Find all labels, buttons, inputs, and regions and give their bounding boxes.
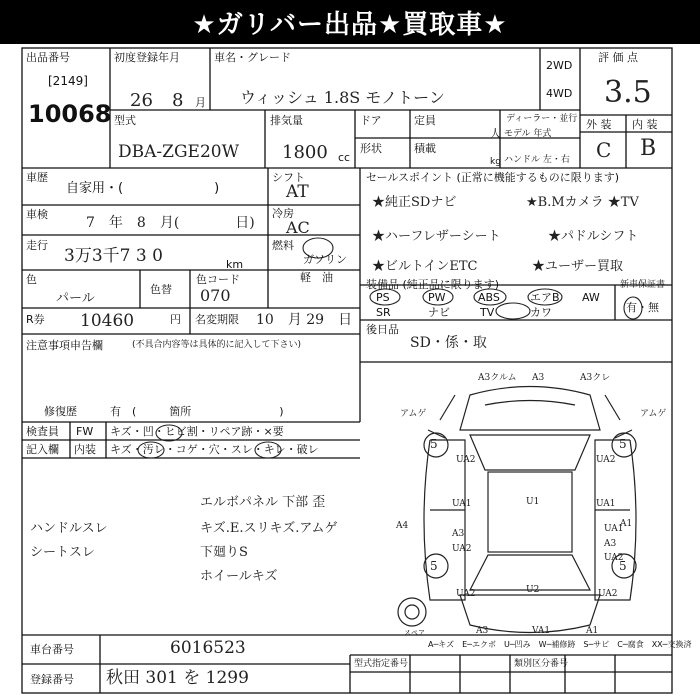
equipment-tv: TV	[480, 306, 495, 319]
class-number-label: 類別区分番号	[514, 659, 569, 669]
exterior-value: C	[596, 138, 612, 162]
equipment-sr: SR	[376, 306, 391, 319]
deadline-value: 10 月 29 日	[256, 312, 353, 328]
damage-mark: 5	[430, 559, 438, 573]
damage-mark: U1	[526, 497, 540, 507]
damage-mark: A4	[396, 521, 409, 531]
lot-number-label: 出品番号	[26, 51, 70, 64]
equipment-abs: ABS	[478, 291, 500, 304]
dealer-label: ディーラー・並行	[506, 114, 578, 124]
warranty-value: 有・無	[626, 301, 659, 314]
fuel-label: 燃料	[272, 239, 294, 252]
damage-legend: A─キズ E─エクボ U─凹み W─補修跡 S─サビ C─腐食 XX─交換済	[428, 640, 692, 649]
sales-point-item: ★パドルシフト	[548, 229, 639, 244]
remark-line: エルボパネル 下部 歪	[200, 495, 326, 510]
damage-mark: UA2	[456, 589, 476, 599]
damage-mark: A3クルム	[478, 373, 517, 383]
after-label: 後日品	[366, 323, 399, 336]
damage-mark: A1	[620, 519, 633, 529]
ac-value: AC	[286, 218, 310, 237]
shift-value: AT	[286, 182, 309, 202]
interior-value: B	[640, 136, 657, 161]
equipment-airbag: エアB	[530, 291, 560, 304]
equipment-label: 装備品 (純正品に限ります)	[366, 278, 500, 291]
damage-mark: UA2	[452, 544, 472, 554]
inspector-label: 検査員	[26, 425, 59, 438]
damage-mark: UA1	[452, 499, 472, 509]
chassis-value: 6016523	[170, 638, 246, 658]
damage-mark: UA2	[598, 589, 618, 599]
entry-label: 記入欄	[26, 443, 59, 456]
damage-mark: VA1	[532, 626, 551, 636]
color-code-value: 070	[200, 286, 231, 305]
damage-mark: A3	[532, 373, 545, 383]
equipment-ps: PS	[376, 291, 390, 304]
model-label: 型式	[114, 114, 136, 127]
score-label: 評 価 点	[598, 51, 638, 64]
fuel-light-oil: 軽 油	[300, 271, 333, 284]
fuel-gasoline: ガソリン	[303, 253, 347, 266]
warranty-label: 新車保証書	[620, 280, 666, 290]
score-value: 3.5	[604, 75, 652, 110]
type-cert-label: 型式指定番号	[354, 659, 409, 669]
exterior-label: 外 装	[586, 118, 612, 131]
capacity-label: 定員	[414, 114, 436, 127]
month-unit: 月	[195, 96, 206, 109]
sales-points-label: セールスポイント (正常に機能するものに限ります)	[366, 171, 620, 184]
repair-value: 有 ( 箇所 )	[110, 405, 284, 418]
damage-mark: UA2	[596, 455, 616, 465]
shaken-label: 車検	[26, 208, 48, 221]
plate-label: 登録番号	[30, 673, 74, 686]
use-label: 車歴	[26, 171, 48, 184]
color-label: 色	[26, 273, 37, 286]
lot-number: 10068	[28, 100, 112, 128]
damage-mark: A3	[476, 626, 489, 636]
car-name-value: ウィッシュ 1.8S モノトーン	[240, 88, 445, 107]
displacement-label: 排気量	[270, 114, 303, 127]
2wd-label: 2WD	[546, 59, 573, 72]
inspector-row1: キズ・凹・ヒビ割・リペア跡・×要	[110, 425, 284, 438]
mileage-value: 3万3千7 3 0	[64, 246, 163, 266]
plate-value: 秋田 301 を 1299	[106, 668, 249, 688]
equipment-pw: PW	[428, 291, 446, 304]
damage-mark: A3	[452, 529, 465, 539]
after-value: SD・係・取	[410, 335, 487, 351]
use-value: 自家用・( )	[66, 181, 220, 196]
first-registration-year: 26	[130, 90, 153, 111]
recycle-label: R券	[26, 313, 45, 326]
model-year-label: モデル 年式	[504, 129, 552, 139]
inspector-row1-lead: FW	[76, 425, 94, 438]
load-label: 積載	[414, 142, 436, 155]
inspector-row2-lead: 内装	[74, 443, 96, 456]
damage-mark: UA2	[456, 455, 476, 465]
sales-point-item: ★ユーザー買取	[532, 259, 624, 274]
color-change-label: 色替	[150, 283, 172, 296]
deadline-label: 名変期限	[195, 313, 239, 326]
chassis-label: 車台番号	[30, 643, 74, 656]
damage-mark: 5	[619, 559, 627, 573]
ac-label: 冷房	[272, 207, 294, 220]
damage-mark: A1	[586, 626, 599, 636]
damage-mark: UA1	[604, 524, 624, 534]
equipment-leather: カワ	[530, 306, 552, 319]
shaken-value: 7 年 8 月( 日)	[86, 215, 255, 231]
remark-line: ハンドルスレ	[30, 521, 108, 536]
damage-mark: UA1	[596, 499, 616, 509]
color-code-label: 色コード	[196, 273, 240, 286]
sales-point-item: ★ビルトインETC	[372, 259, 478, 274]
shift-label: シフト	[272, 171, 305, 184]
first-registration-month: 8	[172, 90, 184, 111]
damage-mark: 5	[619, 437, 627, 451]
color-value: パール	[56, 291, 95, 306]
model-value: DBA-ZGE20W	[118, 142, 240, 162]
lot-bracket: [2149]	[48, 74, 88, 88]
equipment-aw: AW	[582, 291, 600, 304]
handle-label: ハンドル 左・右	[504, 155, 570, 165]
spare-tire-label: スペア	[404, 629, 425, 637]
first-registration-label: 初度登録年月	[114, 51, 180, 64]
damage-mark: アムゲ	[640, 409, 667, 419]
sales-point-item: ★ハーフレザーシート	[372, 229, 501, 244]
remark-line: 下廻りS	[200, 545, 248, 560]
recycle-unit: 円	[170, 313, 181, 326]
interior-label: 内 装	[632, 118, 658, 131]
damage-mark: A3	[604, 539, 617, 549]
damage-mark: アムゲ	[400, 409, 427, 419]
notes-sub-label: (不具合内容等は具体的に記入して下さい)	[132, 340, 302, 350]
4wd-label: 4WD	[546, 87, 573, 100]
sales-point-item: ★純正SDナビ	[372, 195, 457, 210]
recycle-value: 10460	[80, 311, 135, 331]
shape-label: 形状	[360, 142, 382, 155]
inspector-row2: キズ・汚レ・コゲ・穴・スレ・キレ・破レ	[110, 443, 319, 456]
repair-label: 修復歴	[44, 405, 77, 418]
damage-mark: UA2	[604, 553, 624, 563]
notes-label: 注意事項申告欄	[26, 339, 103, 352]
mileage-unit: km	[226, 258, 244, 271]
load-unit: kg	[490, 157, 501, 167]
sales-point-item: ★B.Mカメラ ★TV	[526, 195, 639, 210]
displacement-value: 1800	[282, 142, 328, 163]
remark-line: ホイールキズ	[200, 569, 278, 584]
damage-mark: A3クレ	[580, 373, 611, 383]
equipment-navi: ナビ	[428, 306, 450, 319]
damage-mark: 5	[430, 437, 438, 451]
car-name-label: 車名・グレード	[214, 51, 291, 64]
remark-line: シートスレ	[30, 545, 95, 560]
displacement-unit: cc	[338, 151, 351, 164]
door-label: ドア	[360, 114, 382, 127]
damage-mark: U2	[526, 585, 540, 595]
mileage-label: 走行	[26, 239, 48, 252]
capacity-unit: 人	[490, 127, 501, 140]
page-title: ★ガリバー出品★買取車★	[0, 0, 700, 44]
remark-line: キズ.E.スリキズ.アムゲ	[200, 521, 338, 536]
